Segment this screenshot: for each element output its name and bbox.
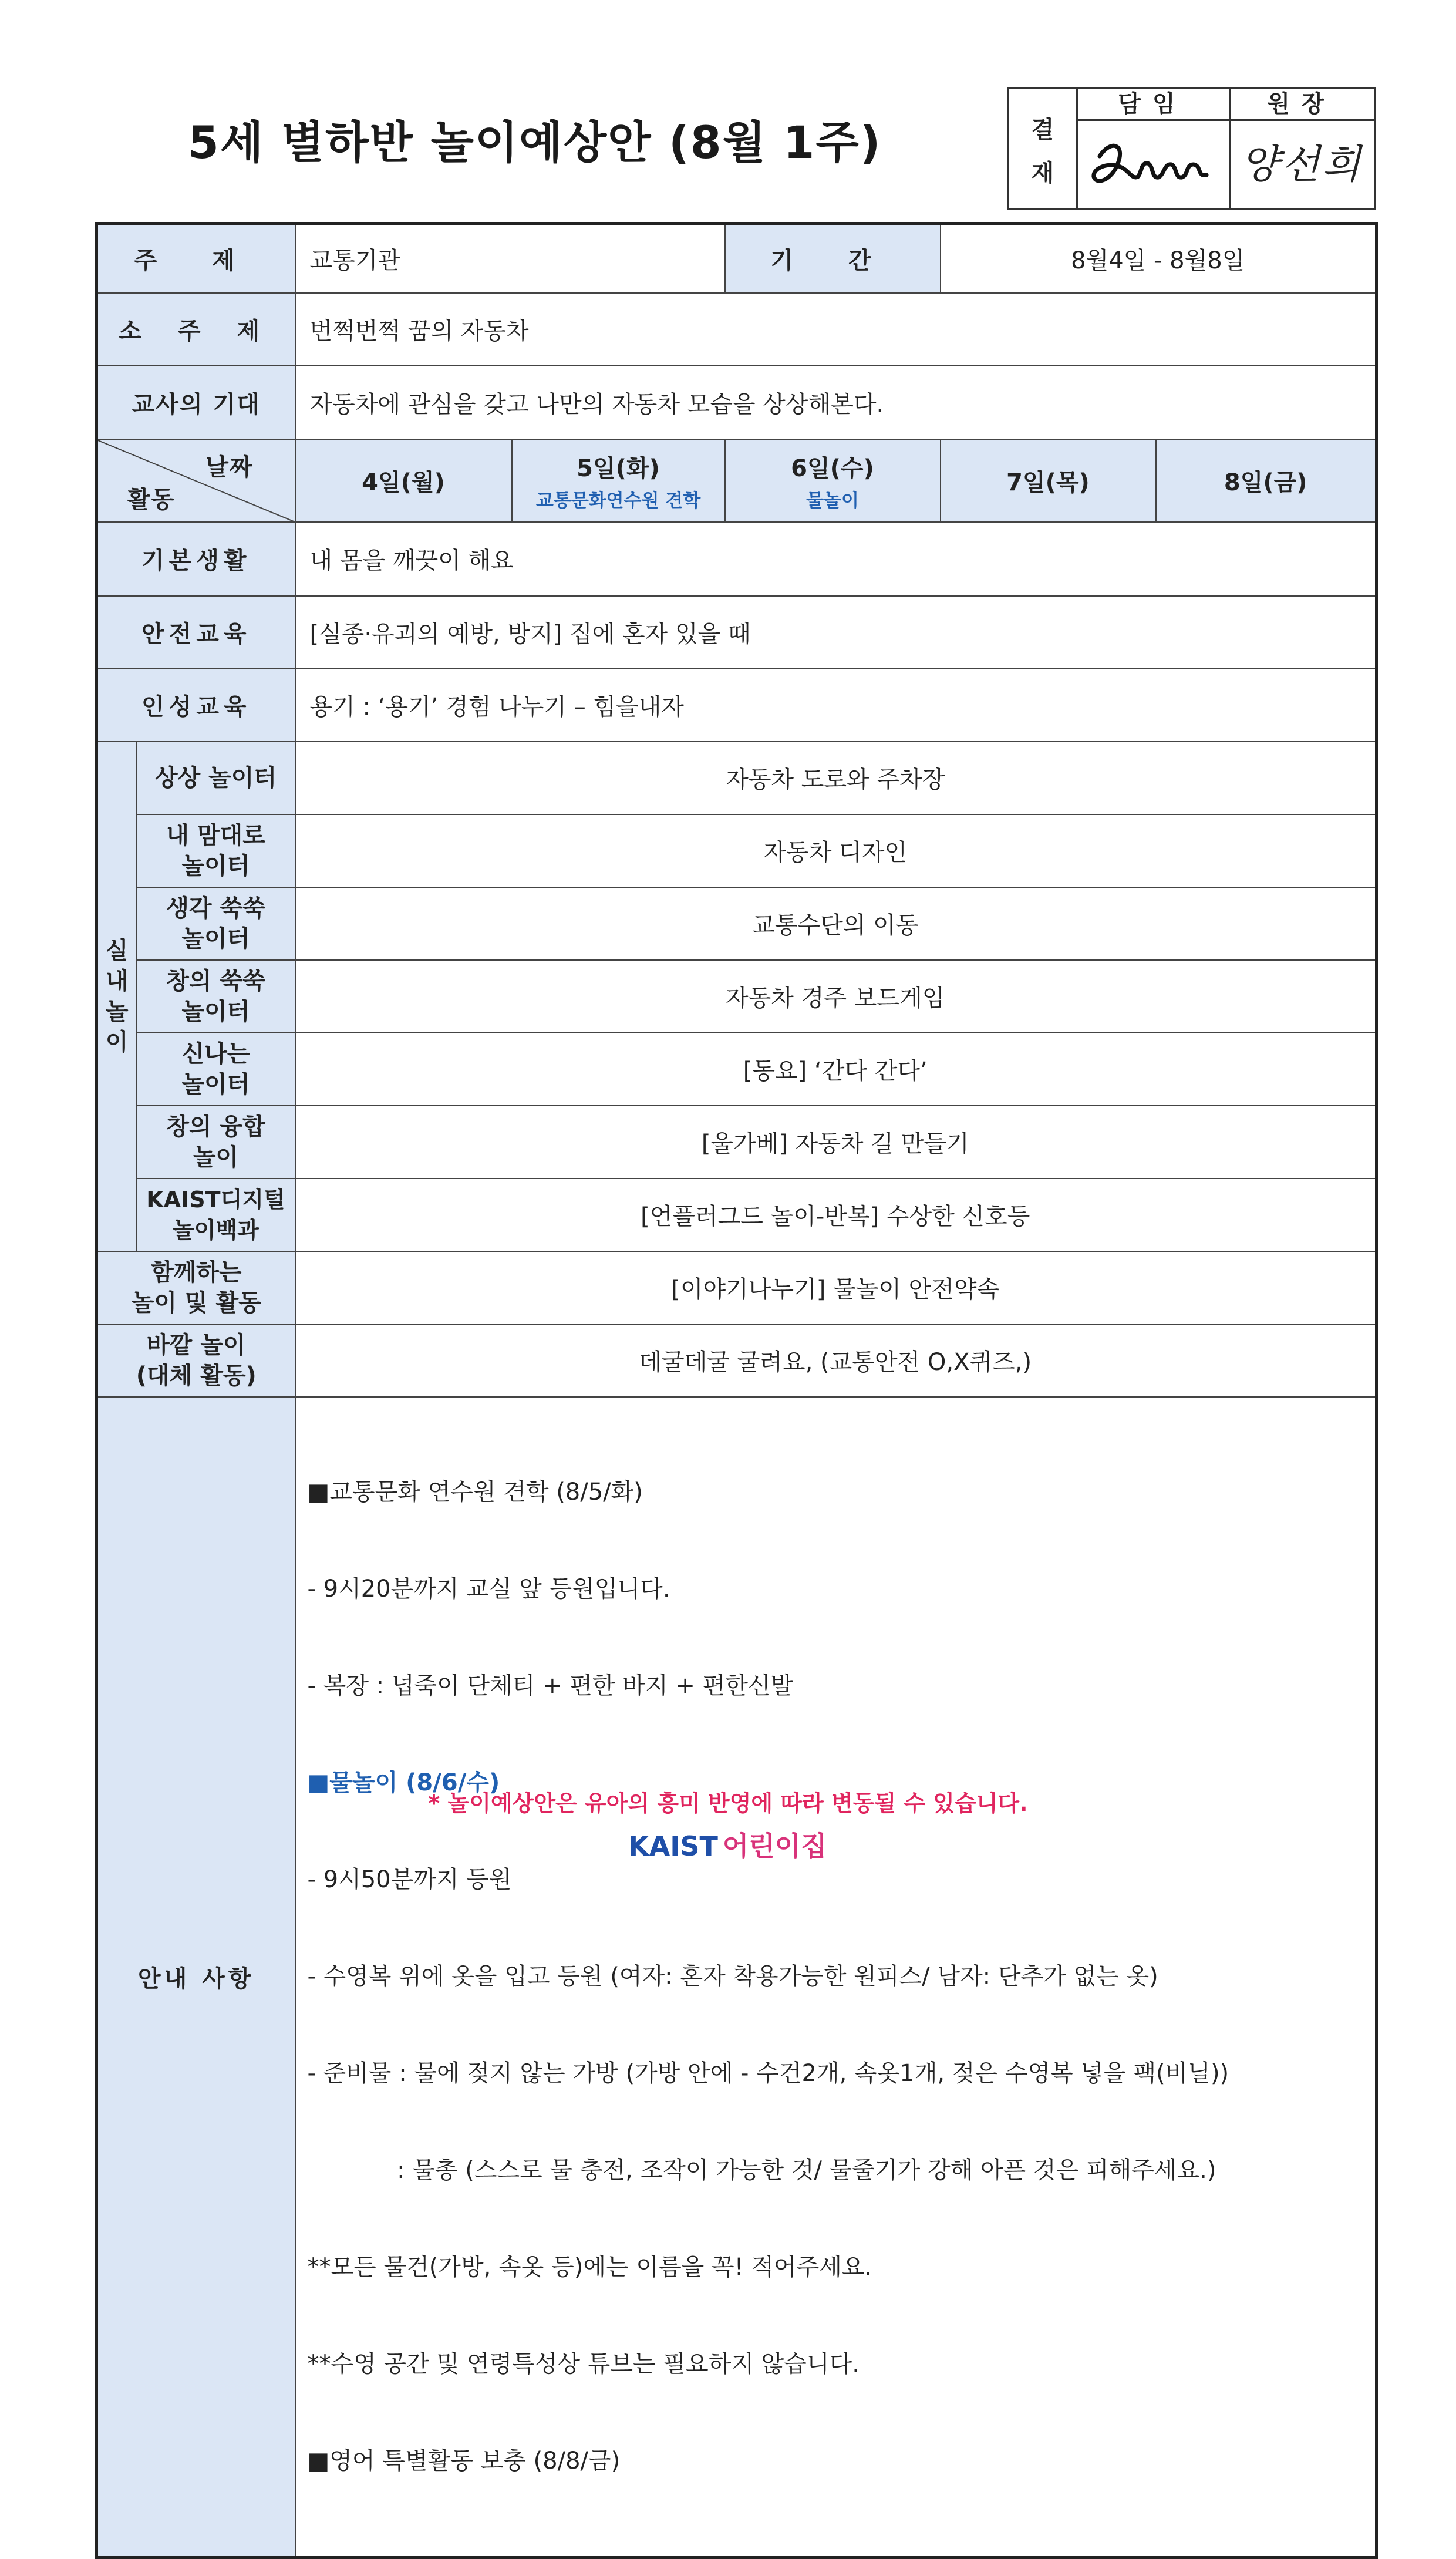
notice-line: : 물총 (스스로 물 충전, 조작이 가능한 것/ 물줄기가 강해 아픈 것은 피해주세요.) — [307, 2156, 1216, 2184]
basic-label: 기본생활 — [97, 522, 295, 596]
subtopic-label: 소 주 제 — [97, 293, 295, 366]
indoor-row — [97, 1033, 1377, 1106]
date-label: 날짜 — [205, 453, 254, 481]
day-tue-note: 교통문화연수원 견학 — [535, 490, 701, 511]
day-tue: 5일(화) 교통문화연수원 견학 — [512, 440, 725, 522]
director-signature-text: 양선희 — [1240, 142, 1363, 188]
notice-line: ■교통문화 연수원 견학 (8/5/화) — [307, 1478, 643, 1506]
notice-line: **모든 물건(가방, 속옷 등)에는 이름을 꼭! 적어주세요. — [307, 2253, 872, 2281]
indoor-row — [97, 814, 1377, 887]
logo-text-2: 어린이집 — [722, 1830, 827, 1862]
outdoor-row — [97, 1324, 1377, 1397]
notice-line: - 9시50분까지 등원 — [307, 1866, 512, 1893]
indoor-value-1: 자동차 디자인 — [295, 814, 1377, 887]
topic-value: 교통기관 — [295, 224, 725, 293]
notice-line: ■영어 특별활동 보충 (8/8/금) — [307, 2447, 621, 2474]
footnote: * 놀이예상안은 유아의 흥미 반영에 따라 변동될 수 있습니다. — [428, 1790, 1028, 1816]
day-mon: 4일(월) — [295, 440, 512, 522]
subtopic-row — [97, 293, 1377, 366]
approval-side — [1009, 89, 1078, 208]
basic-row — [97, 522, 1377, 596]
plan-table — [95, 222, 1378, 2559]
activity-label: 활동 — [127, 486, 176, 513]
logo-text-1: KAIST — [628, 1830, 718, 1862]
approval-teacher-header: 담임 — [1076, 89, 1231, 121]
period-value: 8월4일 - 8월8일 — [941, 224, 1377, 293]
indoor-value-6: [언플러그드 놀이-반복] 수상한 신호등 — [295, 1179, 1377, 1251]
safety-label: 안전교육 — [97, 596, 295, 669]
approval-side-bottom: 재 — [1031, 160, 1054, 187]
kaist-logo — [628, 1825, 827, 1872]
safety-value: [실종·유괴의 예방, 방지] 집에 혼자 있을 때 — [295, 596, 1377, 669]
indoor-name-0: 상상 놀이터 — [137, 742, 295, 814]
together-row — [97, 1251, 1377, 1324]
approval-box — [1007, 87, 1376, 210]
indoor-name-4: 신나는 놀이터 — [137, 1033, 295, 1106]
day-fri: 8일(금) — [1156, 440, 1377, 522]
date-activity-header — [97, 440, 295, 522]
notice-line: - 9시20분까지 교실 앞 등원입니다. — [307, 1575, 670, 1602]
signature-scribble-icon — [1076, 121, 1226, 209]
character-value: 용기 : ‘용기’ 경험 나누기 – 힘을내자 — [295, 669, 1377, 742]
approval-director-header: 원장 — [1229, 89, 1374, 121]
indoor-name-2: 생각 쑥쑥 놀이터 — [137, 887, 295, 960]
notice-row — [97, 1397, 1377, 2558]
character-row — [97, 669, 1377, 742]
together-value: [이야기나누기] 물놀이 안전약속 — [295, 1251, 1377, 1324]
indoor-value-4: [동요] ‘간다 간다’ — [295, 1033, 1377, 1106]
indoor-label: 실 내 놀 이 — [97, 742, 137, 1251]
approval-side-top: 결 — [1031, 116, 1054, 143]
indoor-row — [97, 742, 1377, 814]
topic-row — [97, 224, 1377, 293]
topic-label: 주 제 — [97, 224, 295, 293]
day-wed-note: 물놀이 — [806, 490, 859, 511]
page-title: 5세 별하반 놀이예상안 (8월 1주) — [188, 116, 882, 169]
indoor-row — [97, 1179, 1377, 1251]
expectation-row — [97, 366, 1377, 440]
together-label: 함께하는 놀이 및 활동 — [97, 1251, 295, 1324]
outdoor-label: 바깥 놀이 (대체 활동) — [97, 1324, 295, 1397]
indoor-name-6: KAIST디지털 놀이백과 — [137, 1179, 295, 1251]
safety-row — [97, 596, 1377, 669]
basic-value: 내 몸을 깨끗이 해요 — [295, 522, 1377, 596]
notice-line: **수영 공간 및 연령특성상 튜브는 필요하지 않습니다. — [307, 2350, 860, 2378]
subtopic-value: 번쩍번쩍 꿈의 자동차 — [295, 293, 1377, 366]
indoor-value-5: [울가베] 자동차 길 만들기 — [295, 1106, 1377, 1179]
day-wed: 6일(수) 물놀이 — [725, 440, 941, 522]
indoor-value-2: 교통수단의 이동 — [295, 887, 1377, 960]
indoor-row — [97, 1106, 1377, 1179]
expectation-value: 자동차에 관심을 갖고 나만의 자동차 모습을 상상해본다. — [295, 366, 1377, 440]
day-thu: 7일(목) — [941, 440, 1156, 522]
indoor-row — [97, 887, 1377, 960]
indoor-name-5: 창의 융합 놀이 — [137, 1106, 295, 1179]
character-label: 인성교육 — [97, 669, 295, 742]
teacher-signature — [1076, 121, 1231, 210]
indoor-name-1: 내 맘대로 놀이터 — [137, 814, 295, 887]
indoor-name-3: 창의 쑥쑥 놀이터 — [137, 960, 295, 1033]
notice-label: 안내 사항 — [97, 1397, 295, 2558]
outdoor-value: 데굴데굴 굴려요, (교통안전 O,X퀴즈,) — [295, 1324, 1377, 1397]
indoor-value-3: 자동차 경주 보드게임 — [295, 960, 1377, 1033]
expectation-label: 교사의 기대 — [97, 366, 295, 440]
day-header-row — [97, 440, 1377, 522]
indoor-value-0: 자동차 도로와 주차장 — [295, 742, 1377, 814]
notice-content — [295, 1397, 1377, 2558]
notice-line: ■물놀이 (8/6/수) — [307, 1769, 500, 1796]
notice-line: - 복장 : 넙죽이 단체티 + 편한 바지 + 편한신발 — [307, 1672, 794, 1699]
notice-line: - 준비물 : 물에 젖지 않는 가방 (가방 안에 - 수건2개, 속옷1개, 젖은 수영복 넣을 팩(비닐)) — [307, 2059, 1229, 2087]
notice-line: - 수영복 위에 옷을 입고 등원 (여자: 혼자 착용가능한 원피스/ 남자: 단추가 없는 옷) — [307, 1962, 1158, 1990]
director-signature — [1229, 121, 1374, 210]
period-label: 기 간 — [725, 224, 941, 293]
indoor-row — [97, 960, 1377, 1033]
